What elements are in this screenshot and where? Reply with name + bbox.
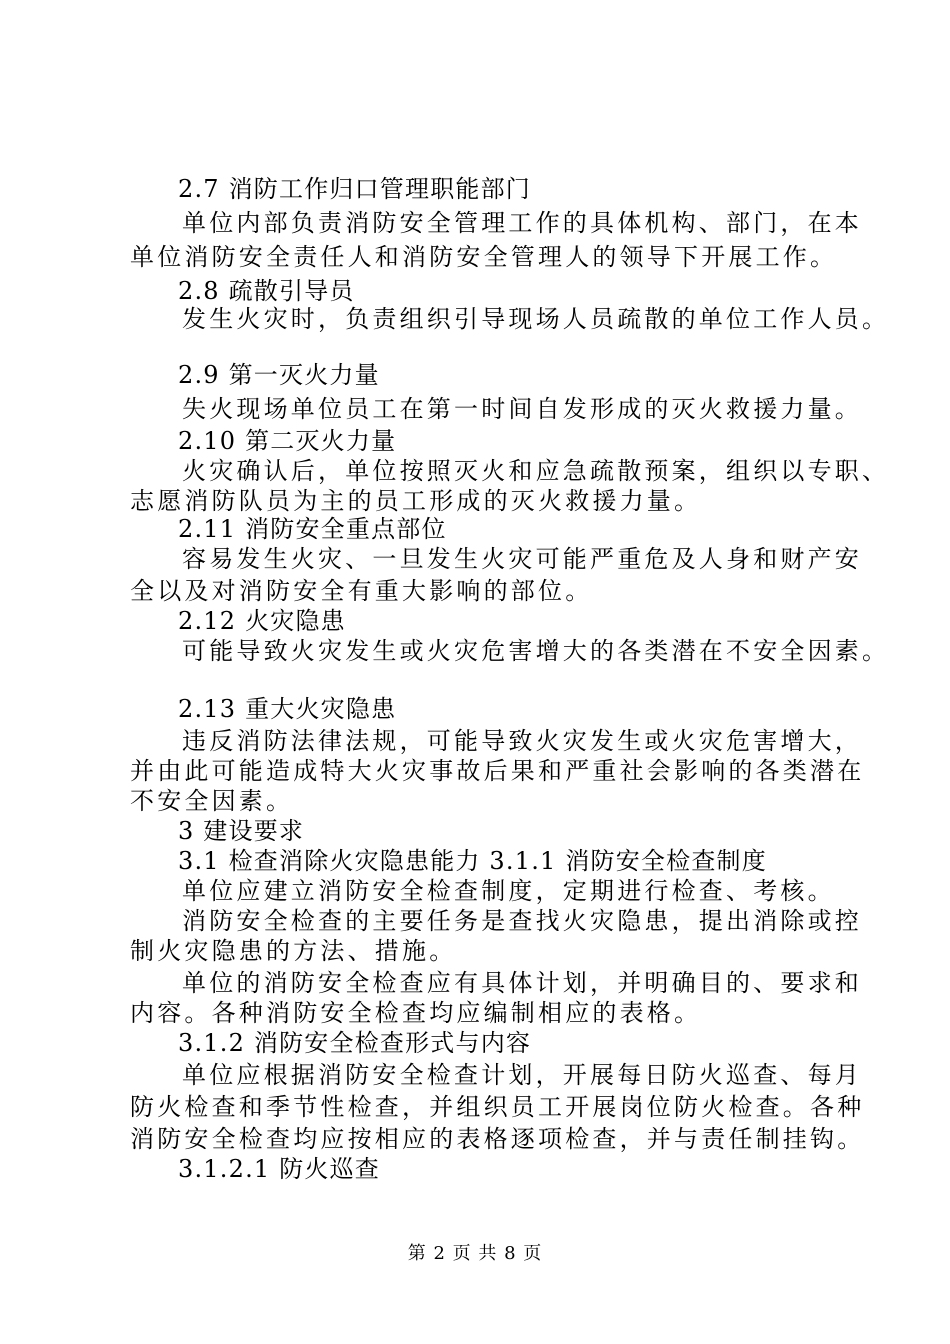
page-number-footer: 第 2 页 共 8 页 [407, 1243, 543, 1264]
section-heading-3-1-2-1: 3.1.2.1 防火巡查 [178, 1155, 380, 1183]
section-heading-2-12: 2.12 火灾隐患 [178, 607, 346, 635]
paragraph-line: 并由此可能造成特大火灾事故后果和严重社会影响的各类潜在 [130, 757, 865, 785]
paragraph-line: 单位内部负责消防安全管理工作的具体机构、部门，在本 [182, 209, 862, 237]
paragraph-line: 防火检查和季节性检查，并组织员工开展岗位防火检查。各种 [130, 1093, 865, 1121]
section-heading-2-13: 2.13 重大火灾隐患 [178, 695, 397, 723]
section-heading-3-1: 3.1 检查消除火灾隐患能力 3.1.1 消防安全检查制度 [178, 847, 767, 875]
paragraph-line: 消防安全检查的主要任务是查找火灾隐患，提出消除或控 [182, 907, 862, 935]
paragraph-line: 单位的消防安全检查应有具体计划，并明确目的、要求和 [182, 969, 862, 997]
paragraph-line: 单位应根据消防安全检查计划，开展每日防火巡查、每月 [182, 1061, 862, 1089]
paragraph-line: 火灾确认后，单位按照灭火和应急疏散预案，组织以专职、 [182, 457, 890, 485]
section-heading-2-11: 2.11 消防安全重点部位 [178, 515, 447, 543]
paragraph-line: 全以及对消防安全有重大影响的部位。 [130, 577, 593, 605]
paragraph-line: 制火灾隐患的方法、措施。 [130, 937, 457, 965]
paragraph-line: 单位应建立消防安全检查制度，定期进行检查、考核。 [182, 877, 835, 905]
paragraph-line: 消防安全检查均应按相应的表格逐项检查，并与责任制挂钩。 [130, 1125, 865, 1153]
paragraph-line: 内容。各种消防安全检查均应编制相应的表格。 [130, 999, 702, 1027]
section-heading-2-8: 2.8 疏散引导员 [178, 277, 355, 305]
paragraph-line: 不安全因素。 [130, 787, 294, 815]
paragraph-line: 发生火灾时，负责组织引导现场人员疏散的单位工作人员。 [182, 305, 890, 333]
section-heading-3: 3 建设要求 [178, 817, 305, 845]
section-heading-2-7: 2.7 消防工作归口管理职能部门 [178, 175, 531, 203]
section-heading-3-1-2: 3.1.2 消防安全检查形式与内容 [178, 1029, 532, 1057]
paragraph-line: 志愿消防队员为主的员工形成的灭火救援力量。 [130, 487, 702, 515]
paragraph-line: 单位消防安全责任人和消防安全管理人的领导下开展工作。 [130, 243, 838, 271]
paragraph-line: 可能导致火灾发生或火灾危害增大的各类潜在不安全因素。 [182, 637, 890, 665]
section-heading-2-9: 2.9 第一灭火力量 [178, 361, 380, 389]
paragraph-line: 失火现场单位员工在第一时间自发形成的灭火救援力量。 [182, 395, 862, 423]
paragraph-line: 容易发生火灾、一旦发生火灾可能严重危及人身和财产安 [182, 545, 862, 573]
section-heading-2-10: 2.10 第二灭火力量 [178, 427, 397, 455]
paragraph-line: 违反消防法律法规，可能导致火灾发生或火灾危害增大， [182, 727, 862, 755]
